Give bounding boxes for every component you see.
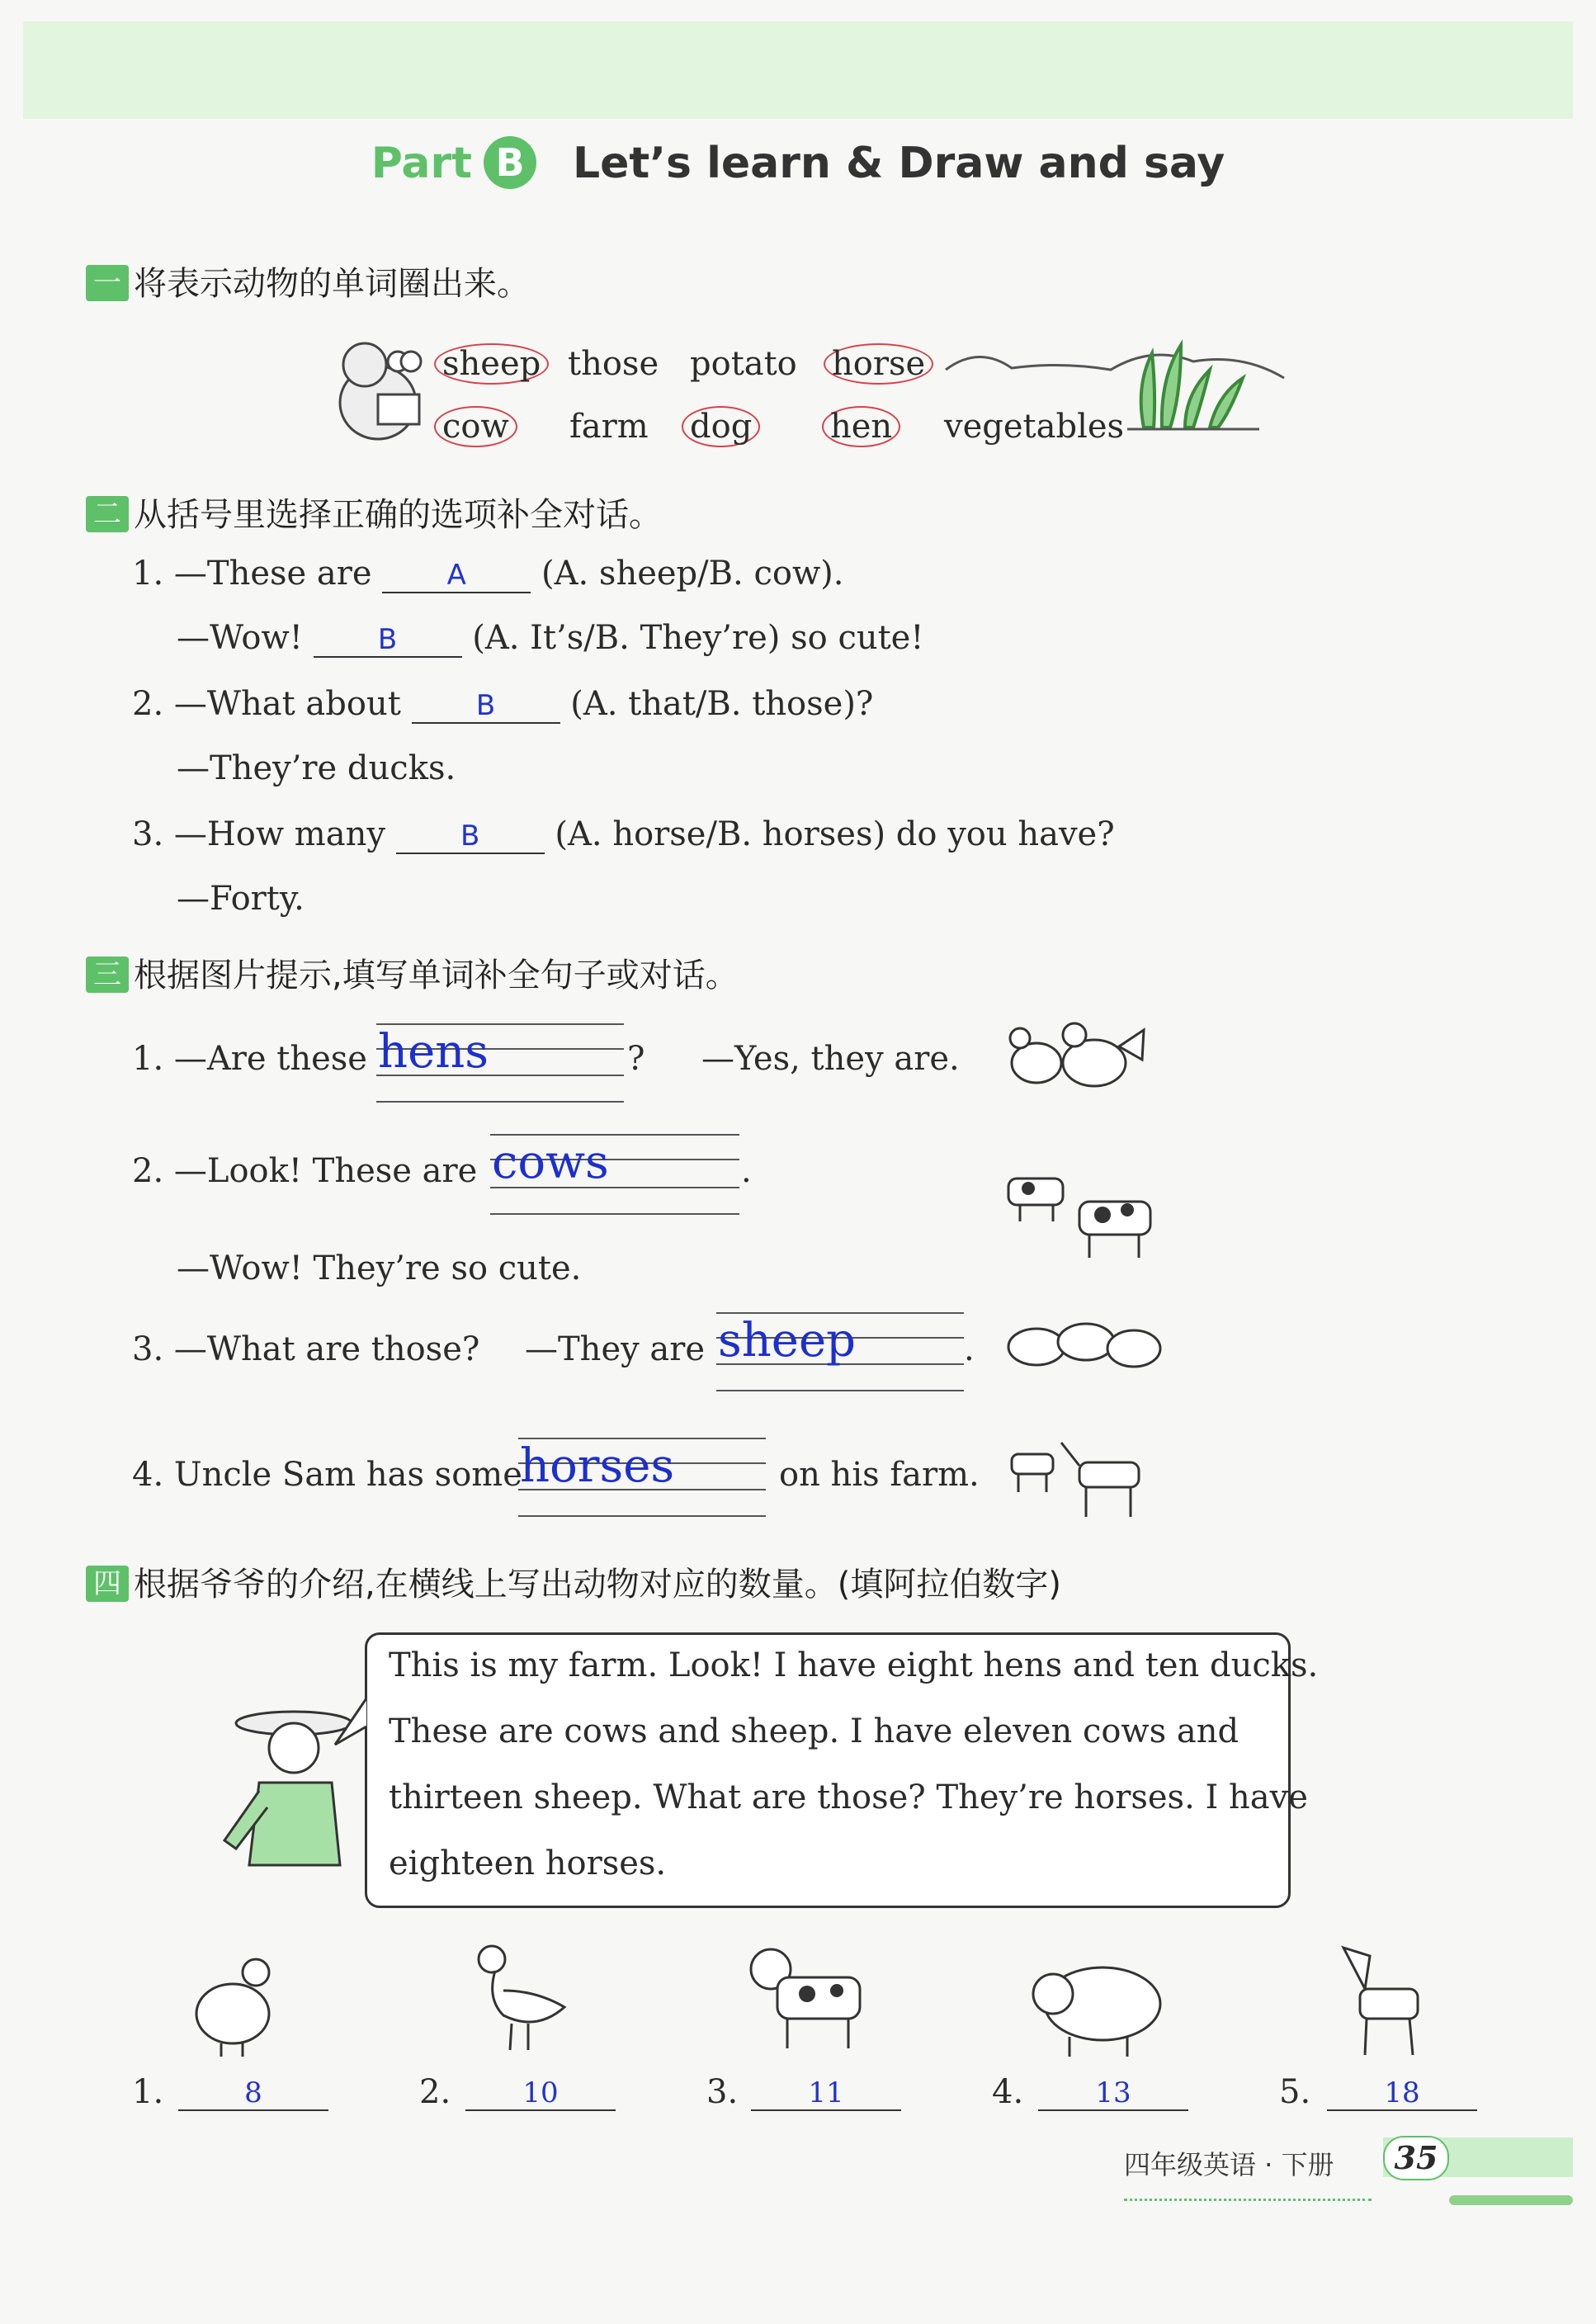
section-3-badge: 三 — [86, 957, 129, 993]
section-3-heading — [86, 949, 739, 996]
dialogue-2a: 2. —What about B (A. that/B. those)? — [132, 685, 874, 723]
section-2-heading — [86, 489, 662, 536]
word-potato[interactable]: potato — [690, 345, 797, 383]
fill-2-reply: —Wow! They’re so cute. — [177, 1249, 582, 1287]
four-line-grid-3[interactable] — [716, 1312, 964, 1391]
mouse-reader-icon — [328, 337, 427, 444]
speech-line-3: thirteen sheep. What are those? They’re horses. I have — [389, 1778, 1308, 1816]
header-band — [23, 21, 1573, 119]
answer-blank-2a[interactable]: B — [412, 689, 560, 724]
four-line-grid-1[interactable] — [376, 1023, 624, 1103]
fill-3-prefix: 3. —What are those? — [132, 1330, 480, 1368]
hen-icon — [185, 1951, 284, 2058]
page-title — [0, 139, 1596, 192]
word-sheep[interactable]: sheep — [434, 345, 549, 383]
section-2-instruction: 从括号里选择正确的选项补全对话。 — [134, 496, 662, 534]
section-1-heading — [86, 257, 530, 305]
footer-accent-bar — [1449, 2195, 1573, 2205]
word-farm[interactable]: farm — [569, 408, 649, 446]
hens-icon — [1003, 1013, 1152, 1104]
fill-3-dot: . — [964, 1330, 975, 1368]
fill-2-answer: cows — [492, 1136, 609, 1189]
footer-book-title: 四年级英语 · 下册 — [1124, 2149, 1334, 2180]
answer-blank-1b[interactable]: B — [314, 623, 462, 658]
horse-icon — [1327, 1939, 1431, 2060]
horses-icon — [1003, 1426, 1165, 1525]
vegetable-garden-icon — [946, 337, 1292, 436]
section-1-instruction: 将表示动物的单词圈出来。 — [134, 265, 530, 303]
duck-icon — [470, 1941, 569, 2057]
section-4-badge: 四 — [86, 1566, 129, 1602]
answer-blank-3a[interactable]: B — [396, 820, 545, 854]
count-2-answer[interactable]: 10 — [465, 2076, 616, 2111]
fill-4-answer: horses — [520, 1439, 675, 1493]
sheep-icon — [1020, 1954, 1165, 2058]
word-those[interactable]: those — [568, 345, 659, 383]
speech-line-4: eighteen horses. — [389, 1845, 667, 1882]
dialogue-3a: 3. —How many B (A. horse/B. horses) do you have? — [132, 815, 1115, 853]
section-2-badge: 二 — [86, 496, 129, 532]
fill-4-post: on his farm. — [779, 1456, 980, 1494]
sheep-flock-icon — [1003, 1309, 1165, 1388]
answer-blank-1a[interactable]: A — [382, 559, 531, 593]
section-4-instruction: 根据爷爷的介绍,在横线上写出动物对应的数量。(填阿拉伯数字) — [134, 1566, 1061, 1604]
section-4-heading — [86, 1558, 1061, 1605]
fill-2-dot: . — [741, 1152, 752, 1190]
section-1-badge: 一 — [86, 265, 129, 301]
word-hen[interactable]: hen — [822, 408, 900, 446]
dialogue-3b: —Forty. — [177, 880, 305, 918]
fill-1-dot: ? — [627, 1040, 645, 1078]
fill-1-reply: —Yes, they are. — [701, 1040, 960, 1078]
count-4-num: 4. — [992, 2073, 1024, 2111]
count-2-num: 2. — [419, 2073, 451, 2111]
count-4-answer[interactable]: 13 — [1038, 2076, 1188, 2111]
word-dog[interactable]: dog — [682, 408, 760, 446]
speech-line-2: These are cows and sheep. I have eleven cows and — [389, 1712, 1239, 1750]
fill-3-answer: sheep — [718, 1314, 856, 1367]
count-5-num: 5. — [1279, 2073, 1311, 2111]
four-line-grid-2[interactable] — [490, 1134, 739, 1215]
fill-3-mid: —They are — [525, 1330, 706, 1368]
part-letter-badge: B — [484, 136, 536, 189]
speech-line-1: This is my farm. Look! I have eight hens and ten ducks. — [389, 1646, 1319, 1684]
fill-4-prefix: 4. Uncle Sam has some — [132, 1456, 522, 1494]
title-text: Let’s learn & Draw and say — [573, 139, 1225, 188]
fill-1-answer: hens — [378, 1025, 489, 1079]
speech-tail — [333, 1698, 370, 1748]
four-line-grid-4[interactable] — [518, 1438, 766, 1517]
footer-dotted-line — [1124, 2199, 1372, 2201]
dialogue-1a: 1. —These are A (A. sheep/B. cow). — [132, 555, 844, 593]
count-3-answer[interactable]: 11 — [751, 2076, 901, 2111]
cows-icon — [1003, 1160, 1165, 1263]
dialogue-1b: —Wow! B (A. It’s/B. They’re) so cute! — [177, 619, 924, 657]
count-1-answer[interactable]: 8 — [178, 2076, 328, 2111]
section-3-instruction: 根据图片提示,填写单词补全句子或对话。 — [134, 957, 739, 994]
count-3-num: 3. — [706, 2073, 739, 2111]
fill-1-prefix: 1. —Are these — [132, 1040, 367, 1078]
dialogue-2b: —They’re ducks. — [177, 749, 456, 787]
word-cow[interactable]: cow — [434, 408, 517, 446]
count-1-num: 1. — [132, 2073, 164, 2111]
page-number: 35 — [1383, 2136, 1449, 2180]
part-word: Part — [371, 139, 472, 188]
count-5-answer[interactable]: 18 — [1327, 2076, 1477, 2111]
fill-2-prefix: 2. —Look! These are — [132, 1152, 478, 1190]
grandpa-speech-bubble — [365, 1632, 1319, 1908]
word-vegetables[interactable]: vegetables — [944, 408, 1125, 446]
word-horse[interactable]: horse — [824, 345, 933, 383]
cow-icon — [741, 1944, 873, 2052]
